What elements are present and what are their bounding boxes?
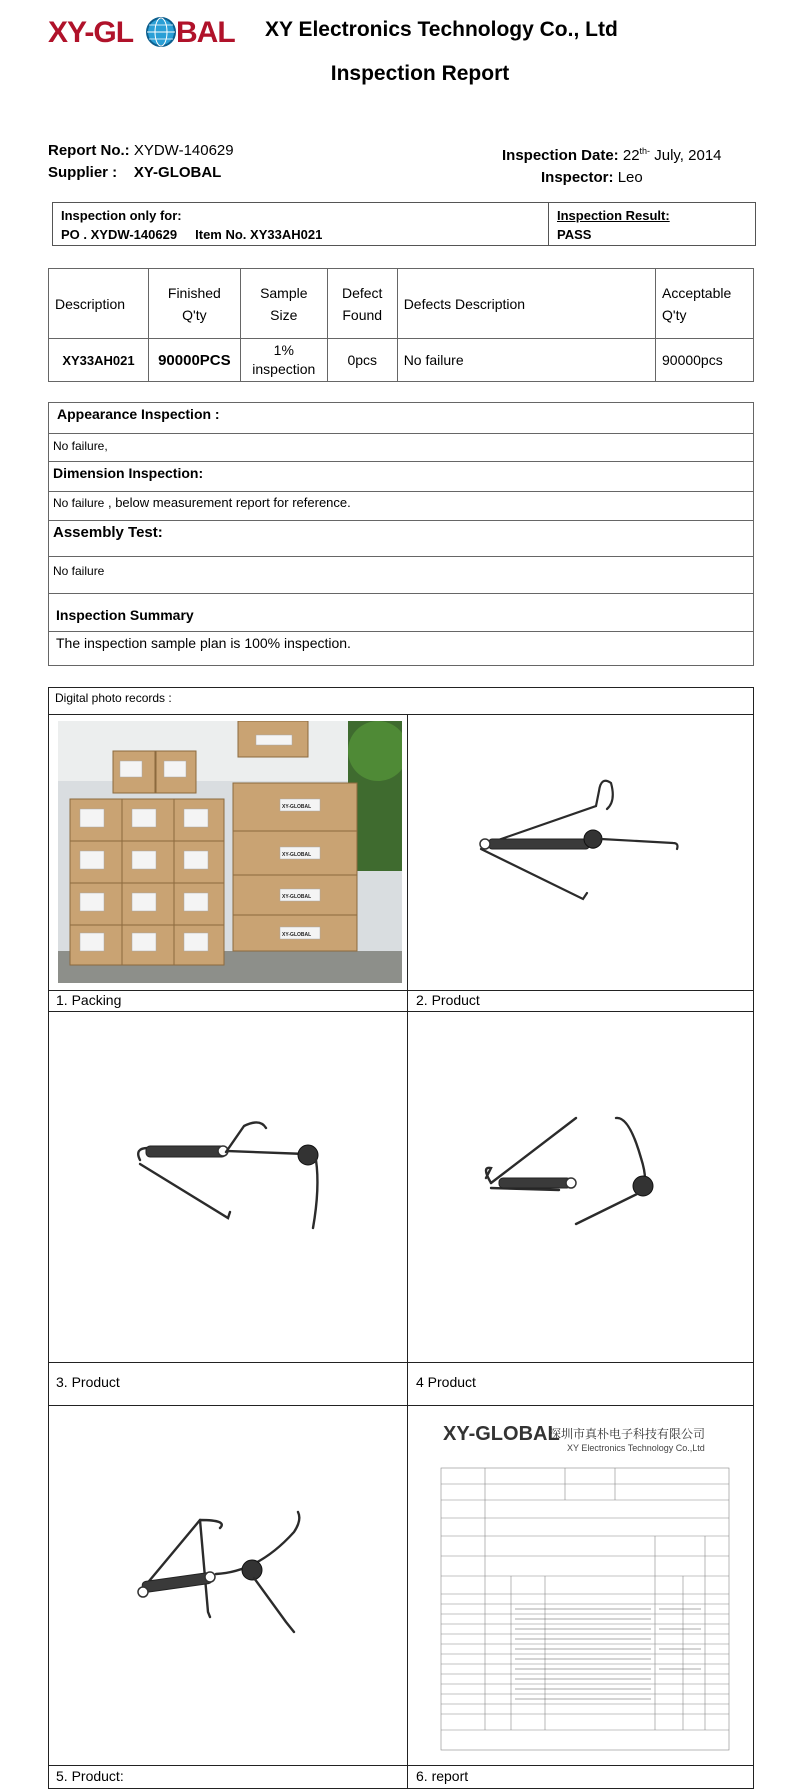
svg-text:BAL: BAL: [176, 16, 235, 49]
supplier-label: Supplier :: [48, 164, 118, 181]
header-acceptable-qty: [656, 269, 754, 339]
inspection-result-label: Inspection Result:: [557, 208, 670, 223]
photo-records: [48, 687, 754, 1789]
cell-acceptable-qty: 90000pcs: [656, 339, 754, 382]
po-number: PO . XYDW-140629: [61, 227, 178, 242]
inspection-sections: [48, 402, 754, 666]
inspection-result: PASS: [557, 227, 592, 242]
header-sample-size: [240, 269, 327, 339]
report-photo-logo: XY-GLOBAL: [443, 1423, 560, 1445]
header-finished-qty: [148, 269, 240, 339]
inspection-only-label: Inspection only for:: [61, 208, 182, 223]
company-logo: [48, 10, 253, 52]
cell-description: XY33AH021: [49, 339, 149, 382]
appearance-text: No failure,: [53, 439, 108, 453]
inspection-date-day: 22: [622, 147, 640, 164]
dimension-text: [53, 495, 351, 510]
inspection-scope-box: [52, 202, 756, 246]
inspection-date-rest: July, 2014: [654, 147, 722, 164]
page-title: Inspection Report: [330, 62, 510, 85]
photo-label-6: 6. report: [416, 1768, 469, 1784]
report-photo-en: XY Electronics Technology Co.,Ltd: [567, 1443, 705, 1453]
table-header-row: [49, 269, 754, 339]
assembly-title: Assembly Test:: [53, 524, 163, 541]
table-row: [49, 339, 754, 382]
dimension-text-a: No failure: [53, 496, 105, 510]
photo-label-4: 4 Product: [416, 1374, 476, 1390]
inspection-date-suffix: th-: [639, 146, 651, 156]
report-photo: [415, 1412, 751, 1762]
product-photo-3: [58, 1018, 402, 1358]
header-defect-found: [327, 269, 397, 339]
inspector: Leo: [617, 169, 643, 186]
photo-label-1: 1. Packing: [56, 992, 122, 1008]
company-name: XY Electronics Technology Co., Ltd: [265, 18, 618, 41]
photo-label-5: 5. Product:: [56, 1768, 124, 1784]
appearance-title: Appearance Inspection :: [57, 406, 220, 422]
inspector-label: Inspector:: [541, 169, 614, 186]
report-no: XYDW-140629: [133, 142, 234, 159]
quantity-table: [48, 268, 754, 382]
report-photo-cn: 深圳市真朴电子科技有限公司: [549, 1427, 706, 1441]
box-label: XY-GLOBAL: [282, 804, 312, 810]
summary-text: The inspection sample plan is 100% inspection.: [56, 635, 351, 651]
cell-defects-description: No failure: [397, 339, 655, 382]
box-label: XY-GLOBAL: [282, 852, 312, 858]
dimension-title: Dimension Inspection:: [53, 465, 204, 481]
svg-text:XY-GL: XY-GL: [48, 16, 134, 49]
supplier: XY-GLOBAL: [133, 164, 222, 181]
box-label: XY-GLOBAL: [282, 894, 312, 900]
photo-label-2: 2. Product: [416, 992, 480, 1008]
header-acceptable-qty-text: Acceptable Q'ty: [662, 284, 732, 323]
report-no-label: Report No.:: [48, 142, 130, 159]
header-description: Description: [49, 269, 149, 339]
assembly-text: No failure: [53, 564, 105, 578]
summary-title: Inspection Summary: [56, 607, 194, 623]
photo-label-3: 3. Product: [56, 1374, 120, 1390]
report-meta-right: [502, 140, 722, 189]
header-sample-size-text: Sample Size: [260, 284, 308, 323]
header-finished-qty-text: Finished Q'ty: [167, 284, 221, 323]
product-photo-2: [411, 721, 751, 983]
product-photo-5: [58, 1412, 402, 1762]
cell-finished-qty: 90000PCS: [148, 339, 240, 382]
header-defects-description: Defects Description: [397, 269, 655, 339]
header-defect-found-text: Defect Found: [341, 284, 383, 323]
box-label: XY-GLOBAL: [282, 932, 312, 938]
photo-records-title: Digital photo records :: [55, 691, 172, 705]
report-meta-left: [48, 140, 234, 184]
packing-photo: [58, 721, 402, 983]
product-photo-4: [411, 1018, 751, 1358]
cell-sample-size-text: 1% inspection: [252, 342, 316, 377]
inspection-date-label: Inspection Date:: [502, 147, 619, 164]
item-number: Item No. XY33AH021: [195, 227, 323, 242]
dimension-text-b: , below measurement report for reference.: [104, 495, 351, 510]
cell-defect-found: 0pcs: [327, 339, 397, 382]
cell-sample-size: [240, 339, 327, 382]
